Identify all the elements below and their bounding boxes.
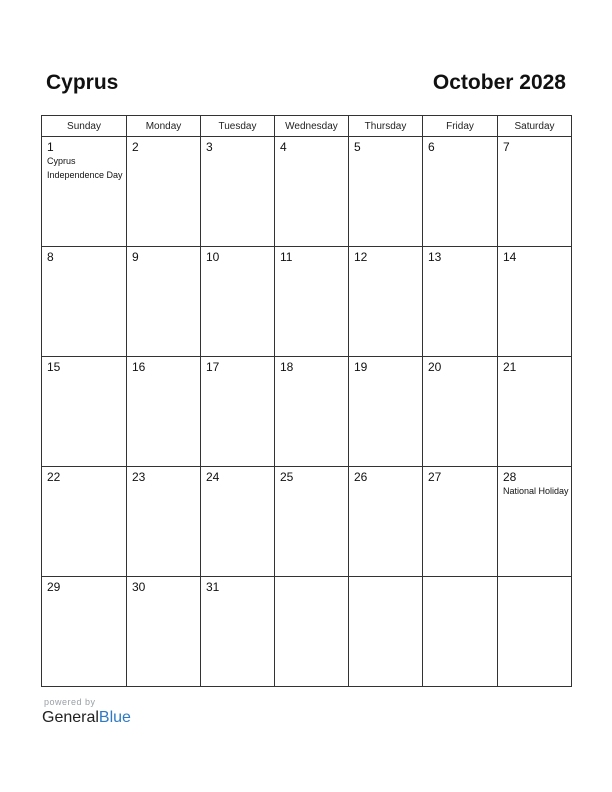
day-cell bbox=[201, 467, 275, 577]
day-cell-content bbox=[127, 137, 200, 154]
day-cell bbox=[201, 247, 275, 357]
day-cell bbox=[349, 357, 423, 467]
day-cell-content bbox=[498, 247, 571, 264]
day-cell-content bbox=[275, 357, 348, 374]
day-number: 3 bbox=[206, 140, 213, 154]
day-cell bbox=[423, 137, 498, 247]
day-cell-content bbox=[201, 137, 274, 154]
day-cell-content bbox=[423, 577, 497, 580]
day-cell bbox=[498, 137, 572, 247]
day-cell bbox=[42, 577, 127, 687]
weekday-saturday: Saturday bbox=[498, 116, 572, 137]
day-cell bbox=[127, 577, 201, 687]
day-cell-content bbox=[498, 467, 571, 499]
day-cell bbox=[275, 357, 349, 467]
day-cell bbox=[498, 577, 572, 687]
logo-general-text: General bbox=[42, 709, 99, 726]
day-cell bbox=[349, 137, 423, 247]
day-cell bbox=[275, 137, 349, 247]
day-cell-content bbox=[42, 247, 126, 264]
day-cell-content bbox=[423, 137, 497, 154]
day-number: 14 bbox=[503, 250, 517, 264]
day-cell-content bbox=[42, 577, 126, 594]
day-cell bbox=[42, 247, 127, 357]
day-number: 18 bbox=[280, 360, 294, 374]
holiday-label: Cyprus Independence Day bbox=[47, 156, 123, 180]
day-number: 10 bbox=[206, 250, 220, 264]
day-cell bbox=[127, 467, 201, 577]
day-cell-content bbox=[201, 577, 274, 594]
week-row bbox=[42, 577, 572, 687]
week-row bbox=[42, 467, 572, 577]
day-cell-content bbox=[275, 467, 348, 484]
day-number: 4 bbox=[280, 140, 287, 154]
day-cell-content bbox=[201, 467, 274, 484]
day-cell bbox=[127, 357, 201, 467]
day-cell-content bbox=[349, 467, 422, 484]
day-cell-content bbox=[127, 577, 200, 594]
holiday-label: National Holiday bbox=[503, 486, 569, 496]
day-cell bbox=[127, 137, 201, 247]
day-number: 24 bbox=[206, 470, 220, 484]
day-number: 29 bbox=[47, 580, 61, 594]
day-number: 2 bbox=[132, 140, 139, 154]
weekday-wednesday: Wednesday bbox=[275, 116, 349, 137]
day-number: 16 bbox=[132, 360, 146, 374]
day-number: 25 bbox=[280, 470, 294, 484]
day-cell-content bbox=[42, 137, 126, 182]
day-cell bbox=[423, 247, 498, 357]
day-cell-content bbox=[498, 137, 571, 154]
day-cell bbox=[42, 467, 127, 577]
day-number: 5 bbox=[354, 140, 361, 154]
day-number: 30 bbox=[132, 580, 146, 594]
day-cell-content bbox=[498, 357, 571, 374]
day-number: 17 bbox=[206, 360, 220, 374]
day-number: 9 bbox=[132, 250, 139, 264]
day-cell-content bbox=[423, 467, 497, 484]
day-cell bbox=[498, 247, 572, 357]
day-cell-content bbox=[423, 247, 497, 264]
day-cell bbox=[42, 137, 127, 247]
day-number: 23 bbox=[132, 470, 146, 484]
day-number: 12 bbox=[354, 250, 368, 264]
week-row bbox=[42, 137, 572, 247]
logo-blue-text: Blue bbox=[98, 709, 131, 726]
day-cell bbox=[423, 357, 498, 467]
day-number: 15 bbox=[47, 360, 61, 374]
day-number: 6 bbox=[428, 140, 435, 154]
day-number: 7 bbox=[503, 140, 510, 154]
day-cell bbox=[423, 467, 498, 577]
week-row bbox=[42, 247, 572, 357]
weekday-monday: Monday bbox=[127, 116, 201, 137]
day-cell bbox=[349, 247, 423, 357]
day-number: 21 bbox=[503, 360, 517, 374]
day-cell bbox=[498, 467, 572, 577]
day-number: 19 bbox=[354, 360, 368, 374]
day-cell-content bbox=[349, 357, 422, 374]
day-cell bbox=[275, 247, 349, 357]
weekday-friday: Friday bbox=[423, 116, 498, 137]
day-cell bbox=[275, 577, 349, 687]
day-cell-content bbox=[42, 467, 126, 484]
day-number: 28 bbox=[503, 470, 517, 484]
day-cell bbox=[127, 247, 201, 357]
day-cell bbox=[275, 467, 349, 577]
day-cell-content bbox=[127, 247, 200, 264]
powered-by-text: powered by bbox=[44, 697, 96, 707]
day-cell-content bbox=[498, 577, 571, 580]
day-cell-content bbox=[275, 247, 348, 264]
day-cell-content bbox=[42, 357, 126, 374]
month-title: October 2028 bbox=[432, 71, 566, 94]
day-number: 26 bbox=[354, 470, 368, 484]
day-cell bbox=[42, 357, 127, 467]
country-title: Cyprus bbox=[46, 71, 119, 94]
weekday-tuesday: Tuesday bbox=[201, 116, 275, 137]
weekday-header-row bbox=[42, 116, 572, 137]
day-cell-content bbox=[201, 247, 274, 264]
day-cell-content bbox=[349, 137, 422, 154]
day-cell-content bbox=[423, 357, 497, 374]
week-row bbox=[42, 357, 572, 467]
day-number: 8 bbox=[47, 250, 54, 264]
weekday-thursday: Thursday bbox=[349, 116, 423, 137]
day-cell-content bbox=[275, 137, 348, 154]
calendar-grid bbox=[41, 115, 572, 687]
day-number: 13 bbox=[428, 250, 442, 264]
day-cell-content bbox=[349, 247, 422, 264]
day-cell bbox=[201, 577, 275, 687]
day-cell-content bbox=[127, 357, 200, 374]
day-cell-content bbox=[349, 577, 422, 580]
day-cell bbox=[349, 467, 423, 577]
day-number: 11 bbox=[280, 250, 293, 264]
day-cell-content bbox=[275, 577, 348, 580]
day-cell-content bbox=[127, 467, 200, 484]
day-number: 27 bbox=[428, 470, 442, 484]
day-number: 22 bbox=[47, 470, 61, 484]
day-cell bbox=[498, 357, 572, 467]
day-cell-content bbox=[201, 357, 274, 374]
weekday-sunday: Sunday bbox=[42, 116, 127, 137]
day-cell bbox=[201, 357, 275, 467]
day-number: 20 bbox=[428, 360, 442, 374]
day-cell bbox=[201, 137, 275, 247]
day-number: 1 bbox=[47, 140, 54, 154]
day-cell bbox=[349, 577, 423, 687]
generalblue-logo bbox=[42, 708, 131, 728]
day-number: 31 bbox=[206, 580, 220, 594]
day-cell bbox=[423, 577, 498, 687]
